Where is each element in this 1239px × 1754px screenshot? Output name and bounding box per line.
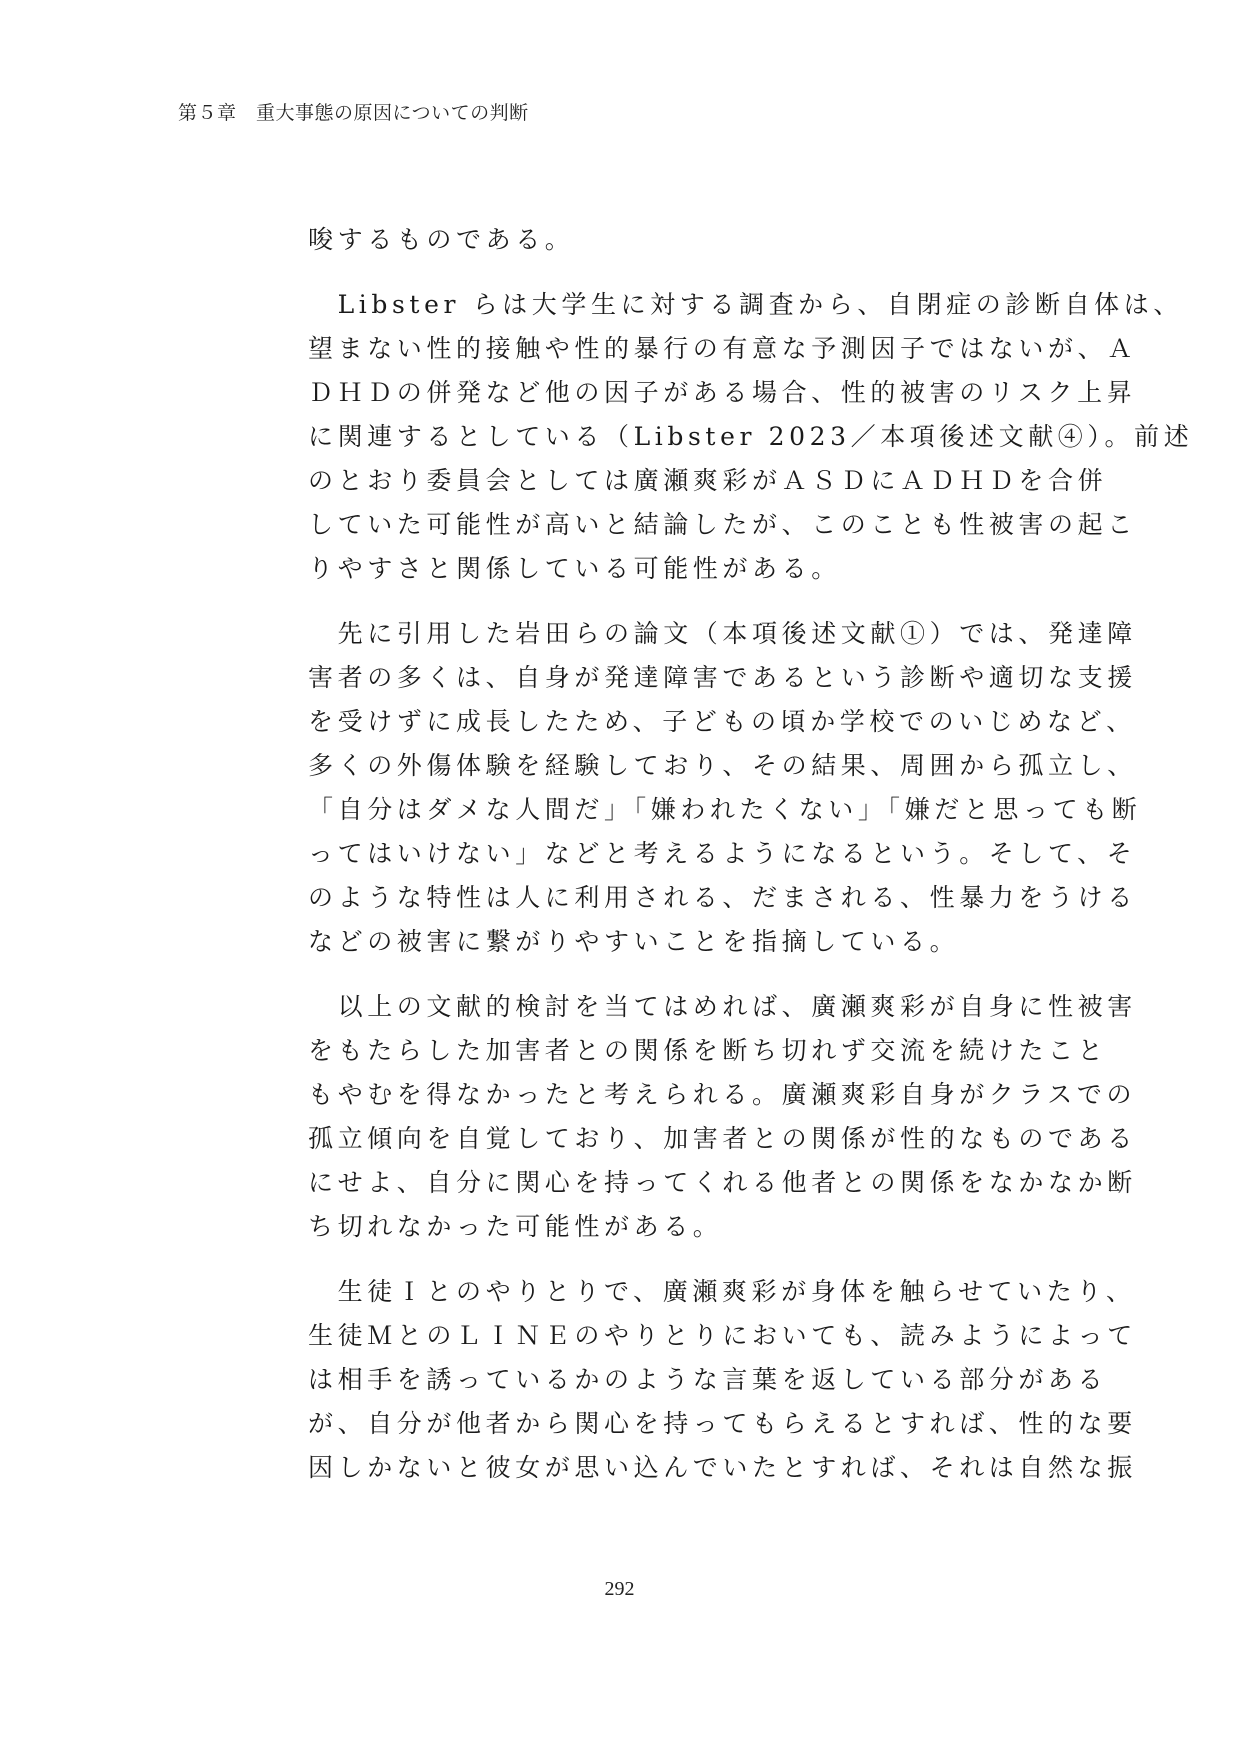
text-line: にせよ、自分に関心を持ってくれる他者との関係をなかなか断 <box>308 1168 1137 1197</box>
text-line: 害者の多くは、自身が発達障害であるという診断や適切な支援 <box>308 663 1137 692</box>
text-line: 生徒Ｉとのやりとりで、廣瀬爽彩が身体を触らせていたり、 <box>308 1277 1136 1306</box>
text-line: のとおり委員会としては廣瀬爽彩がＡＳＤにＡＤＨＤを合併 <box>308 466 1108 495</box>
text-line: していた可能性が高いと結論したが、このことも性被害の起こ <box>308 510 1137 539</box>
text-line: 望まない性的接触や性的暴行の有意な予測因子ではないが、Ａ <box>308 334 1137 363</box>
text-line: を受けずに成長したため、子どもの頃か学校でのいじめなど、 <box>308 707 1136 736</box>
chapter-header: 第５章 重大事態の原因についての判断 <box>178 102 529 124</box>
paragraph-5 <box>308 1270 1137 1490</box>
text-line: Libster らは大学生に対する調査から、自閉症の診断自体は、 <box>308 290 1183 319</box>
text-line: 先に引用した岩田らの論文（本項後述文献①）では、発達障 <box>308 619 1137 648</box>
text-line: 唆するものである。 <box>308 225 575 254</box>
text-line: のような特性は人に利用される、だまされる、性暴力をうける <box>308 883 1137 912</box>
text-line: をもたらした加害者との関係を断ち切れず交流を続けたこと <box>308 1036 1108 1065</box>
text-line: 孤立傾向を自覚しており、加害者との関係が性的なものである <box>308 1124 1137 1153</box>
text-line: ち切れなかった可能性がある。 <box>308 1212 723 1241</box>
text-line: は相手を誘っているかのような言葉を返している部分がある <box>308 1365 1108 1394</box>
text-line: ＤＨＤの併発など他の因子がある場合、性的被害のリスク上昇 <box>308 378 1137 407</box>
text-line: 生徒ＭとのＬＩＮＥのやりとりにおいても、読みようによって <box>308 1321 1137 1350</box>
body-text <box>308 218 1194 1490</box>
page-number: 292 <box>604 1578 635 1600</box>
paragraph-4 <box>308 985 1137 1249</box>
text-line: が、自分が他者から関心を持ってもらえるとすれば、性的な要 <box>308 1409 1137 1438</box>
text-line: 因しかないと彼女が思い込んでいたとすれば、それは自然な振 <box>308 1453 1137 1482</box>
text-line: 以上の文献的検討を当てはめれば、廣瀬爽彩が自身に性被害 <box>308 992 1137 1021</box>
text-line: りやすさと関係している可能性がある。 <box>308 554 841 583</box>
text-line: もやむを得なかったと考えられる。廣瀬爽彩自身がクラスでの <box>308 1080 1137 1109</box>
text-line: 多くの外傷体験を経験しており、その結果、周囲から孤立し、 <box>308 751 1137 780</box>
paragraph-3 <box>308 612 1142 964</box>
text-line: などの被害に繋がりやすいことを指摘している。 <box>308 927 960 956</box>
paragraph-1 <box>308 218 1053 262</box>
text-line: 「自分はダメな人間だ」「嫌われたくない」「嫌だと思っても断 <box>308 795 1142 824</box>
text-line: ってはいけない」などと考えるようになるという。そして、そ <box>308 839 1137 868</box>
paragraph-2 <box>308 283 1194 591</box>
text-line: に関連するとしている（Libster 2023／本項後述文献④）。前述 <box>308 422 1194 451</box>
